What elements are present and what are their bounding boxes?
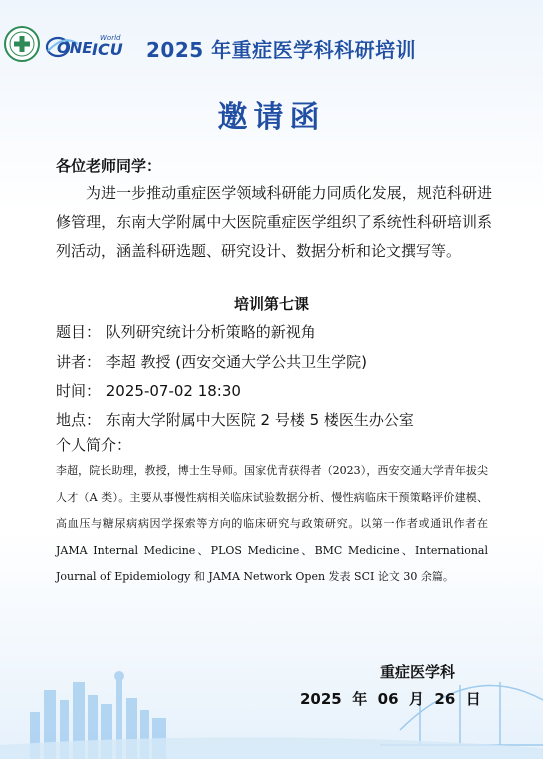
hospital-logo-icon [4,26,40,62]
header [0,0,543,92]
one-icu-logo [44,30,124,62]
svg-text:World: World [100,34,121,42]
topic-line: 题目： 队列研究统计分析策略的新视角 [56,323,316,341]
time-line: 时间： 2025-07-02 18:30 [56,382,241,400]
signature-date: 2025 年 06 月 26 日 [300,690,481,708]
location-line: 地点： 东南大学附属中大医院 2 号楼 5 楼医生办公室 [56,411,414,429]
bio-heading: 个人简介： [56,436,132,454]
svg-text:ONE: ONE [57,39,93,57]
svg-text:ICU: ICU [92,40,123,59]
salutation: 各位老师同学： [56,157,162,175]
lesson-title: 培训第七课 [233,295,309,313]
header-title: 2025 年重症医学科科研培训 [146,38,417,62]
invitation-title: 邀请函 [217,100,326,135]
speaker-line: 讲者： 李超 教授 (西安交通大学公共卫生学院) [56,353,368,371]
intro-paragraph: 为进一步推动重症医学领域科研能力同质化发展，规范科研进修管理，东南大学附属中大医院重症医学组织了系统性科研培训系列活动，涵盖科研选题、研究设计、数据分析和论文撰写等。 [56,184,492,260]
department-signature: 重症医学科 [380,663,456,681]
bio-paragraph: 李超，院长助理，教授，博士生导师。国家优青获得者（2023），西安交通大学青年拔尖人才（A 类）。主要从事慢性病相关临床试验数据分析、慢性病临床干预策略评价建模、高血压与糖尿病病因学探索等方向的临床研究与政策研究。以第一作者或通讯作者在 JAMA Internal Medicine、PLOS Medicine、BMC Medicine、International Journal of Epidemiology 和 JAMA Network Open 发表 SCI 论文 30 余篇。 [56,464,488,583]
